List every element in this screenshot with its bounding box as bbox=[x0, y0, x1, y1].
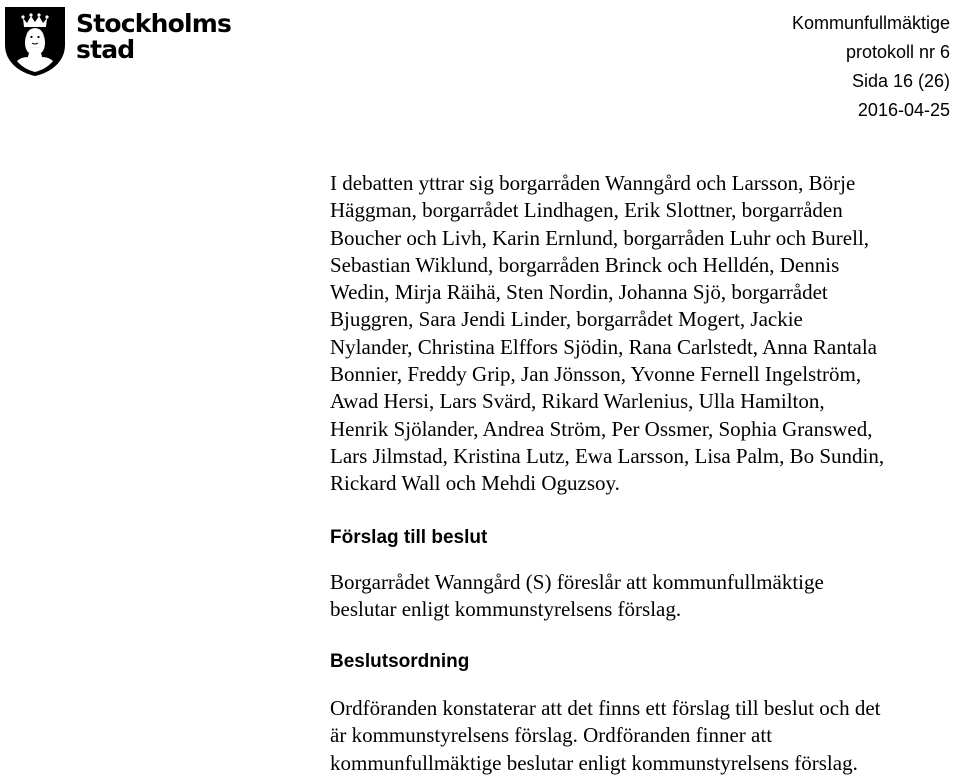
text-line: Nylander, Christina Elffors Sjödin, Rana Carlstedt, Anna Rantala bbox=[330, 334, 878, 359]
header-body: Kommunfullmäktige bbox=[791, 13, 950, 33]
header-date: 2016-04-25 bbox=[857, 100, 950, 120]
text-line: Awad Hersi, Lars Svärd, Rikard Warlenius, Ulla Hamilton, bbox=[330, 389, 825, 414]
text-line: kommunfullmäktige beslutar enligt kommunstyrelsens förslag. bbox=[330, 750, 858, 775]
logo-wordmark bbox=[76, 11, 231, 63]
text-line: Bjuggren, Sara Jendi Linder, borgarrådet Mogert, Jackie bbox=[330, 307, 803, 332]
text-line: Lars Jilmstad, Kristina Lutz, Ewa Larsson, Lisa Palm, Bo Sundin, bbox=[330, 443, 885, 468]
document-header bbox=[792, 9, 950, 125]
header-page: Sida 16 (26) bbox=[851, 71, 950, 91]
text-line: Borgarrådet Wanngård (S) föreslår att kommunfullmäktige bbox=[330, 569, 824, 594]
proposal-paragraph bbox=[330, 569, 960, 624]
text-line: I debatten yttrar sig borgarråden Wanngård och Larsson, Börje bbox=[330, 171, 856, 195]
order-paragraph bbox=[330, 695, 960, 777]
text-line: beslutar enligt kommunstyrelsens förslag. bbox=[330, 596, 682, 621]
logo-line-2: stad bbox=[76, 35, 135, 64]
header-protocol: protokoll nr 6 bbox=[845, 42, 950, 62]
text-line: Bonnier, Freddy Grip, Jan Jönsson, Yvonne Fernell Ingelström, bbox=[330, 362, 862, 387]
logo-line-1: Stockholms bbox=[76, 9, 232, 38]
text-line: Häggman, borgarrådet Lindhagen, Erik Slottner, borgarråden bbox=[330, 198, 843, 223]
document-body bbox=[330, 170, 960, 777]
text-line: Rickard Wall och Mehdi Oguzsoy. bbox=[330, 471, 620, 496]
text-line: Ordföranden konstaterar att det finns ett förslag till beslut och det bbox=[330, 696, 881, 721]
proposal-heading: Förslag till beslut bbox=[330, 526, 488, 548]
debate-paragraph bbox=[330, 170, 960, 498]
stockholm-logo bbox=[3, 5, 243, 77]
text-line: är kommunstyrelsens förslag. Ordföranden finner att bbox=[330, 723, 773, 748]
text-line: Boucher och Livh, Karin Ernlund, borgarråden Luhr och Burell, bbox=[330, 225, 870, 250]
text-line: Sebastian Wiklund, borgarråden Brinck och Helldén, Dennis bbox=[330, 252, 840, 277]
crown-shield-icon bbox=[3, 5, 67, 77]
text-line: Henrik Sjölander, Andrea Ström, Per Ossmer, Sophia Granswed, bbox=[330, 416, 873, 441]
order-heading: Beslutsordning bbox=[330, 651, 470, 673]
text-line: Wedin, Mirja Räihä, Sten Nordin, Johanna Sjö, borgarrådet bbox=[330, 280, 828, 305]
